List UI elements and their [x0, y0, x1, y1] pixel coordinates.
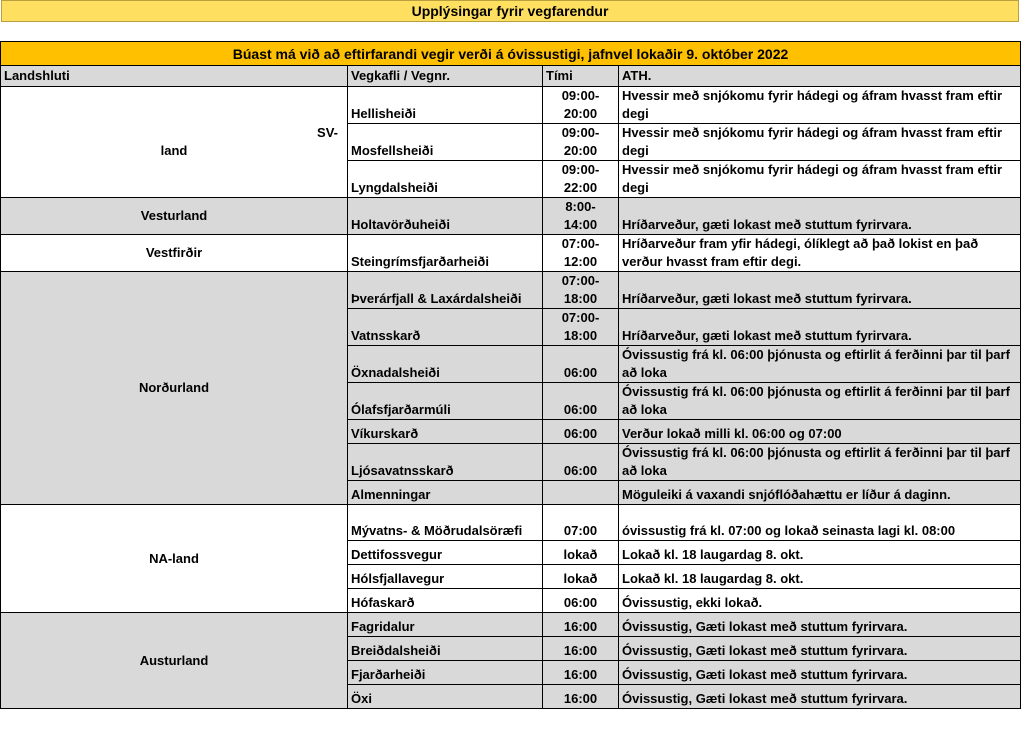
note-cell: [619, 444, 1021, 481]
time-end: 12:00: [563, 254, 598, 269]
road-status-sheet: [0, 41, 1022, 716]
region-name-part: land: [160, 143, 188, 158]
time-value: 07:00: [563, 523, 598, 538]
road-status-table: [0, 41, 1021, 709]
note-text: Lokað kl. 18 laugardag 8. okt.: [622, 571, 804, 586]
table-header-row: [1, 66, 1021, 87]
note-cell: [619, 589, 1021, 613]
time-cell: [543, 637, 619, 661]
time-end: 14:00: [563, 217, 598, 232]
time-cell: [543, 87, 619, 124]
note-text: Hvessir með snjókomu fyrir hádegi og áfram hvasst fram eftir degi: [622, 162, 1003, 195]
table-title-row: [1, 42, 1021, 66]
note-text: Óvissustig, Gæti lokast með stuttum fyrirvara.: [622, 619, 908, 634]
table-row: [1, 235, 1021, 272]
region-name: Vestfirðir: [145, 245, 203, 260]
time-cell: [543, 198, 619, 235]
table-row: [1, 505, 1021, 541]
region-name: Vesturland: [140, 208, 208, 223]
note-text: Hvessir með snjókomu fyrir hádegi og áfram hvasst fram eftir degi: [622, 125, 1003, 158]
header-vegkafli: Vegkafli / Vegnr.: [348, 66, 543, 87]
page-banner: Upplýsingar fyrir vegfarendur: [1, 0, 1019, 22]
time-value: 16:00: [563, 691, 598, 706]
road-name: Öxnadalsheiði: [351, 365, 440, 380]
note-cell: [619, 87, 1021, 124]
time-cell: [543, 383, 619, 420]
road-name: Ólafsfjarðarmúli: [351, 402, 451, 417]
road-cell: [348, 309, 543, 346]
note-text: Hríðarveður, gæti lokast með stuttum fyrirvara.: [622, 291, 912, 306]
road-cell: [348, 87, 543, 124]
time-cell: [543, 124, 619, 161]
time-cell: [543, 613, 619, 637]
time-end: 18:00: [563, 291, 598, 306]
time-start: 07:00-: [561, 310, 600, 325]
road-name: Mývatns- & Möðrudalsöræfi: [351, 523, 523, 538]
time-cell: [543, 444, 619, 481]
road-cell: [348, 346, 543, 383]
table-title: Búast má við að eftirfarandi vegir verði á óvissustigi, jafnvel lokaðir 9. október 2022: [1, 42, 1021, 66]
note-text: Verður lokað milli kl. 06:00 og 07:00: [622, 426, 842, 441]
road-cell: [348, 481, 543, 505]
note-text: Hríðarveður fram yfir hádegi, ólíklegt að það lokist en það verður hvasst fram eftir degi.: [622, 236, 979, 269]
road-cell: [348, 541, 543, 565]
table-row: [1, 87, 1021, 124]
note-text: Möguleiki á vaxandi snjóflóðahættu er líður á daginn.: [622, 487, 951, 502]
road-name: Fjarðarheiði: [351, 667, 426, 682]
time-end: 22:00: [563, 180, 598, 195]
time-value: 16:00: [563, 619, 598, 634]
note-cell: [619, 235, 1021, 272]
note-cell: [619, 685, 1021, 709]
road-name: Steingrímsfjarðarheiði: [351, 254, 489, 269]
time-value: 06:00: [563, 426, 598, 441]
note-cell: [619, 346, 1021, 383]
table-row: [1, 613, 1021, 637]
time-value: lokað: [563, 547, 598, 562]
note-cell: [619, 383, 1021, 420]
road-name: Ljósavatnsskarð: [351, 463, 454, 478]
note-text: Hvessir með snjókomu fyrir hádegi og áfram hvasst fram eftir degi: [622, 88, 1003, 121]
time-cell: [543, 235, 619, 272]
region-name: NA-land: [149, 550, 199, 566]
time-value: lokað: [563, 571, 598, 586]
road-cell: [348, 161, 543, 198]
note-text: Óvissustig frá kl. 06:00 þjónusta og eftirlit á ferðinni þar til þarf að loka: [622, 384, 1010, 417]
time-cell: [543, 161, 619, 198]
note-text: Hríðarveður, gæti lokast með stuttum fyrirvara.: [622, 328, 912, 343]
region-cell: [1, 613, 348, 709]
header-ath: ATH.: [619, 66, 1021, 87]
road-cell: [348, 124, 543, 161]
time-value: 06:00: [563, 595, 598, 610]
region-cell: [1, 198, 348, 235]
header-timi: Tími: [543, 66, 619, 87]
table-row: [1, 198, 1021, 235]
road-name: Hófaskarð: [351, 595, 415, 610]
note-text: Óvissustig, Gæti lokast með stuttum fyrirvara.: [622, 643, 908, 658]
time-cell: [543, 685, 619, 709]
region-cell: [1, 505, 348, 613]
note-cell: [619, 161, 1021, 198]
note-text: Óvissustig, ekki lokað.: [622, 595, 763, 610]
road-cell: [348, 198, 543, 235]
road-name: Breiðdalsheiði: [351, 643, 441, 658]
time-cell: [543, 309, 619, 346]
note-text: Óvissustig, Gæti lokast með stuttum fyrirvara.: [622, 691, 908, 706]
road-cell: [348, 637, 543, 661]
road-name: Almenningar: [351, 487, 431, 502]
time-cell: [543, 505, 619, 541]
region-name: Norðurland: [138, 380, 210, 395]
road-cell: [348, 589, 543, 613]
time-cell: [543, 346, 619, 383]
road-cell: [348, 505, 543, 541]
road-name: Mosfellsheiði: [351, 143, 434, 158]
road-name: Hólsfjallavegur: [351, 571, 445, 586]
note-text: Óvissustig frá kl. 06:00 þjónusta og eftirlit á ferðinni þar til þarf að loka: [622, 347, 1010, 380]
note-cell: [619, 541, 1021, 565]
note-text: Lokað kl. 18 laugardag 8. okt.: [622, 547, 804, 562]
road-cell: [348, 685, 543, 709]
note-text: Óvissustig frá kl. 06:00 þjónusta og eftirlit á ferðinni þar til þarf að loka: [622, 445, 1010, 478]
note-cell: [619, 505, 1021, 541]
road-name: Öxi: [351, 691, 372, 706]
region-name-part: SV-: [317, 125, 338, 140]
road-cell: [348, 661, 543, 685]
note-cell: [619, 661, 1021, 685]
road-cell: [348, 613, 543, 637]
note-cell: [619, 565, 1021, 589]
table-row: [1, 272, 1021, 309]
time-value: 06:00: [563, 402, 598, 417]
note-cell: [619, 420, 1021, 444]
road-name: Dettifossvegur: [351, 547, 443, 562]
time-start: 09:00-: [561, 125, 600, 140]
road-cell: [348, 235, 543, 272]
note-cell: [619, 309, 1021, 346]
time-cell: [543, 565, 619, 589]
note-text: Óvissustig, Gæti lokast með stuttum fyrirvara.: [622, 667, 908, 682]
time-end: 20:00: [563, 106, 598, 121]
time-cell: [543, 541, 619, 565]
road-name: Víkurskarð: [351, 426, 419, 441]
note-cell: [619, 272, 1021, 309]
road-cell: [348, 565, 543, 589]
note-text: óvissustig frá kl. 07:00 og lokað seinasta lagi kl. 08:00: [622, 523, 956, 538]
time-start: 8:00-: [565, 199, 596, 214]
road-name: Lyngdalsheiði: [351, 180, 438, 195]
region-cell: [1, 272, 348, 505]
note-cell: [619, 637, 1021, 661]
time-cell: [543, 589, 619, 613]
road-cell: [348, 420, 543, 444]
time-end: 18:00: [563, 328, 598, 343]
time-value: 16:00: [563, 643, 598, 658]
time-start: 07:00-: [561, 273, 600, 288]
road-cell: [348, 383, 543, 420]
note-cell: [619, 481, 1021, 505]
time-start: 09:00-: [561, 162, 600, 177]
road-name: Fagridalur: [351, 619, 415, 634]
region-cell: [1, 87, 348, 198]
road-name: Holtavörðuheiði: [351, 217, 450, 232]
region-name: Austurland: [139, 652, 209, 668]
road-cell: [348, 272, 543, 309]
note-cell: [619, 613, 1021, 637]
time-start: 09:00-: [561, 88, 600, 103]
time-cell: [543, 481, 619, 505]
road-cell: [348, 444, 543, 481]
time-cell: [543, 272, 619, 309]
note-text: Hríðarveður, gæti lokast með stuttum fyrirvara.: [622, 217, 912, 232]
time-cell: [543, 661, 619, 685]
time-value: 06:00: [563, 365, 598, 380]
time-value: 16:00: [563, 667, 598, 682]
time-end: 20:00: [563, 143, 598, 158]
road-name: Hellisheiði: [351, 106, 417, 121]
note-cell: [619, 198, 1021, 235]
region-cell: [1, 235, 348, 272]
time-cell: [543, 420, 619, 444]
note-cell: [619, 124, 1021, 161]
header-landshluti: Landshluti: [1, 66, 348, 87]
road-name: Vatnsskarð: [351, 328, 421, 343]
road-name: Þverárfjall & Laxárdalsheiði: [351, 291, 522, 306]
time-start: 07:00-: [561, 236, 600, 251]
time-value: 06:00: [563, 463, 598, 478]
